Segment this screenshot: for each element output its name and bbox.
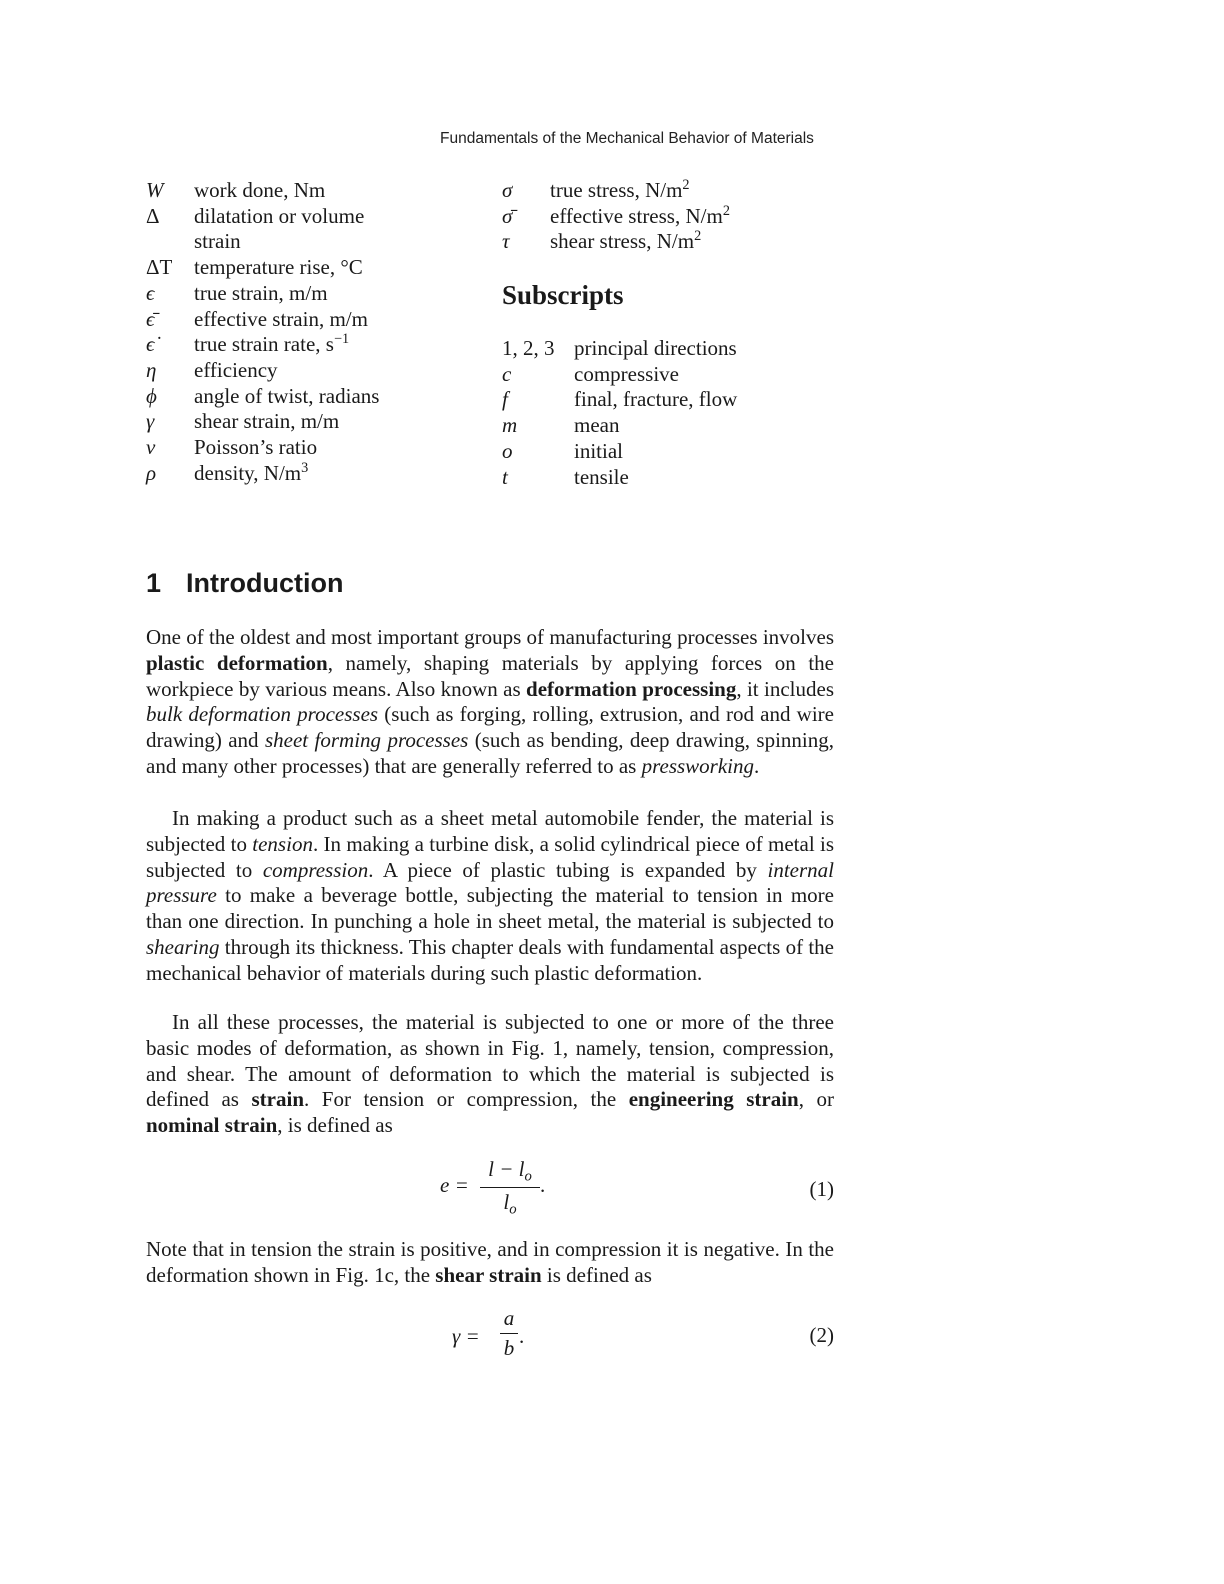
- nomenclature-row: [146, 461, 446, 487]
- description-text: shear stress, N/m: [550, 229, 695, 254]
- subscript-symbol: f: [502, 387, 508, 412]
- fraction-denominator: b: [503, 1336, 515, 1360]
- keyword: nominal strain: [146, 1113, 278, 1138]
- equation-lhs: γ =: [452, 1324, 480, 1348]
- equation-number: (2): [809, 1323, 834, 1347]
- equation-fraction: [500, 1306, 518, 1361]
- description-text: true stress, N/m: [550, 178, 683, 202]
- paragraph-2: [146, 806, 834, 987]
- symbol-description: [550, 178, 842, 204]
- fraction-bar: [480, 1187, 540, 1188]
- symbol-description: [194, 332, 446, 358]
- equation-1: [440, 1157, 840, 1217]
- emphasis: compression: [262, 857, 369, 882]
- description-text: true strain rate, s: [194, 332, 334, 357]
- nomenclature-row: [146, 358, 446, 384]
- nomenclature-row: [146, 229, 446, 255]
- superscript: 2: [682, 177, 690, 194]
- text-run: through its thickness. This chapter deals with fundamental aspects of the mechanical behavior of materials during such plastic deformation.: [146, 934, 834, 985]
- equation-period: .: [519, 1324, 525, 1348]
- text-run: . In making a turbine disk, a solid cylindrical piece of metal is subjected to: [146, 831, 834, 882]
- symbol-description: strain: [194, 229, 241, 254]
- text-run: , it includes: [736, 676, 835, 701]
- subscript-symbol: o: [502, 438, 513, 463]
- equation-period: .: [540, 1173, 546, 1197]
- symbol-description: dilatation or volume: [194, 203, 365, 228]
- subscripts-list: [502, 336, 842, 490]
- emphasis: bulk deformation processes: [146, 702, 379, 727]
- nomenclature-row: [502, 178, 842, 204]
- symbol: ρ: [146, 460, 157, 485]
- text-run: , is defined as: [277, 1113, 393, 1138]
- fraction-numerator: a: [503, 1306, 515, 1330]
- keyword: plastic deformation: [146, 650, 328, 675]
- running-header: Fundamentals of the Mechanical Behavior of Materials: [440, 130, 814, 147]
- nomenclature-row: [502, 229, 842, 255]
- text-run: , or: [798, 1087, 834, 1112]
- keyword: engineering strain: [628, 1087, 799, 1112]
- denominator-subscript: o: [509, 1201, 517, 1218]
- paragraph-1: [146, 625, 834, 780]
- nomenclature-row: [146, 384, 446, 410]
- equation-2: [452, 1306, 840, 1366]
- equation-number: (1): [809, 1177, 834, 1201]
- nomenclature-row: [146, 435, 446, 461]
- nomenclature-row: [146, 281, 446, 307]
- text-run: . A piece of plastic tubing is expanded by: [368, 857, 768, 882]
- nomenclature-row: [502, 204, 842, 230]
- symbol-description: true strain, m/m: [194, 280, 328, 305]
- text-run: is defined as: [541, 1262, 652, 1287]
- subscript-symbol: c: [502, 361, 512, 386]
- subscript-row: [502, 387, 842, 413]
- subscript-symbol: 1, 2, 3: [502, 336, 555, 360]
- subscript-row: [502, 336, 842, 362]
- nomenclature-row: [146, 178, 446, 204]
- emphasis: internal pressure: [146, 857, 834, 908]
- keyword: strain: [251, 1087, 304, 1112]
- subscript-row: [502, 413, 842, 439]
- subscript-row: [502, 465, 842, 491]
- symbol: ϵ̄: [146, 306, 155, 331]
- subscript-description: initial: [574, 438, 623, 463]
- section-heading: [146, 568, 343, 599]
- symbol-description: work done, Nm: [194, 178, 326, 202]
- superscript: 2: [694, 228, 702, 245]
- fraction-bar: [500, 1333, 518, 1334]
- numerator-subscript: o: [524, 1168, 532, 1185]
- nomenclature-right-list: [502, 178, 842, 255]
- superscript: −1: [333, 331, 350, 348]
- symbol: Δ: [146, 203, 160, 228]
- subscript-row: [502, 439, 842, 465]
- text-run: to make a beverage bottle, subjecting the material to tension in more than one direction. In punching a hole in sheet metal, the material is subjected to: [146, 883, 834, 934]
- subscript-symbol: m: [502, 413, 518, 438]
- symbol-description: Poisson’s ratio: [194, 435, 318, 460]
- section-title: Introduction: [186, 568, 344, 598]
- text-run: .: [754, 753, 760, 778]
- superscript: 3: [301, 459, 309, 476]
- denominator-text: l: [503, 1190, 510, 1215]
- nomenclature-row: [146, 204, 446, 230]
- text-run: In making a product such as a sheet metal automobile fender, the material is subjected to: [146, 806, 834, 856]
- symbol: η: [146, 357, 157, 382]
- subscript-description: tensile: [574, 464, 629, 489]
- symbol-description: efficiency: [194, 357, 278, 382]
- symbol: ϕ: [146, 383, 157, 408]
- symbol: [146, 229, 194, 255]
- section-number: 1: [146, 568, 162, 598]
- emphasis: tension: [252, 831, 313, 856]
- subscript-description: mean: [574, 413, 620, 438]
- text-run: In all these processes, the material is subjected to one or more of the three basic modes of deformation, as shown in Fig. 1, namely, tension, compression, and shear. The amount of deformation to which the material is subjected is defined as: [146, 1010, 834, 1112]
- symbol: σ̄: [502, 203, 513, 228]
- symbol-description: [194, 461, 446, 487]
- subscript-description: principal directions: [574, 336, 737, 360]
- symbol: W: [146, 178, 164, 202]
- symbol: γ: [146, 409, 155, 434]
- symbol: σ: [502, 178, 513, 202]
- subscript-description: compressive: [574, 361, 679, 386]
- paragraph-3: [146, 1010, 834, 1139]
- nomenclature-row: [146, 255, 446, 281]
- keyword: shear strain: [435, 1262, 542, 1287]
- fraction-numerator: [480, 1157, 540, 1185]
- text-run: Note that in tension the strain is positive, and in compression it is negative. In the deformation shown in Fig. 1c, the: [146, 1237, 834, 1287]
- emphasis: pressworking: [641, 753, 755, 778]
- symbol: ΔT: [146, 255, 173, 280]
- symbol-description: shear strain, m/m: [194, 409, 340, 434]
- subscript-row: [502, 362, 842, 388]
- equation-fraction: [480, 1157, 540, 1219]
- emphasis: shearing: [146, 934, 220, 959]
- text-run: (such as forging, rolling, extrusion, and rod and wire drawing) and: [146, 702, 834, 753]
- description-text: effective stress, N/m: [550, 203, 723, 228]
- text-run: . For tension or compression, the: [304, 1087, 629, 1112]
- paragraph-4: [146, 1237, 834, 1289]
- equation-lhs: e =: [440, 1173, 469, 1197]
- nomenclature-row: [146, 307, 446, 333]
- numerator-text: l − l: [488, 1157, 525, 1181]
- symbol-description: [550, 229, 842, 255]
- symbol: ν: [146, 435, 156, 460]
- superscript: 2: [722, 202, 730, 219]
- symbol-description: effective strain, m/m: [194, 306, 368, 331]
- nomenclature-row: [146, 409, 446, 435]
- symbol-description: temperature rise, °C: [194, 255, 363, 280]
- symbol: τ: [502, 229, 510, 254]
- text-run: (such as bending, deep drawing, spinning, and many other processes) that are generally referred to as: [146, 728, 834, 778]
- symbol-description: [550, 204, 842, 230]
- text-run: , namely, shaping materials by applying forces on the workpiece by various means. Also known as: [146, 650, 835, 701]
- subscripts-heading: Subscripts: [502, 280, 624, 310]
- emphasis: sheet forming processes: [264, 728, 469, 753]
- fraction-denominator: [480, 1190, 540, 1218]
- symbol-description: angle of twist, radians: [194, 383, 380, 408]
- nomenclature-row: [146, 332, 446, 358]
- symbol: ϵ: [146, 280, 155, 305]
- symbol: ϵ̇: [146, 332, 155, 357]
- subscript-symbol: t: [502, 464, 508, 489]
- nomenclature-left-list: [146, 178, 446, 486]
- subscript-description: final, fracture, flow: [574, 387, 738, 412]
- text-run: One of the oldest and most important groups of manufacturing processes involves: [146, 625, 834, 649]
- keyword: deformation processing: [526, 676, 737, 701]
- description-text: density, N/m: [194, 460, 302, 485]
